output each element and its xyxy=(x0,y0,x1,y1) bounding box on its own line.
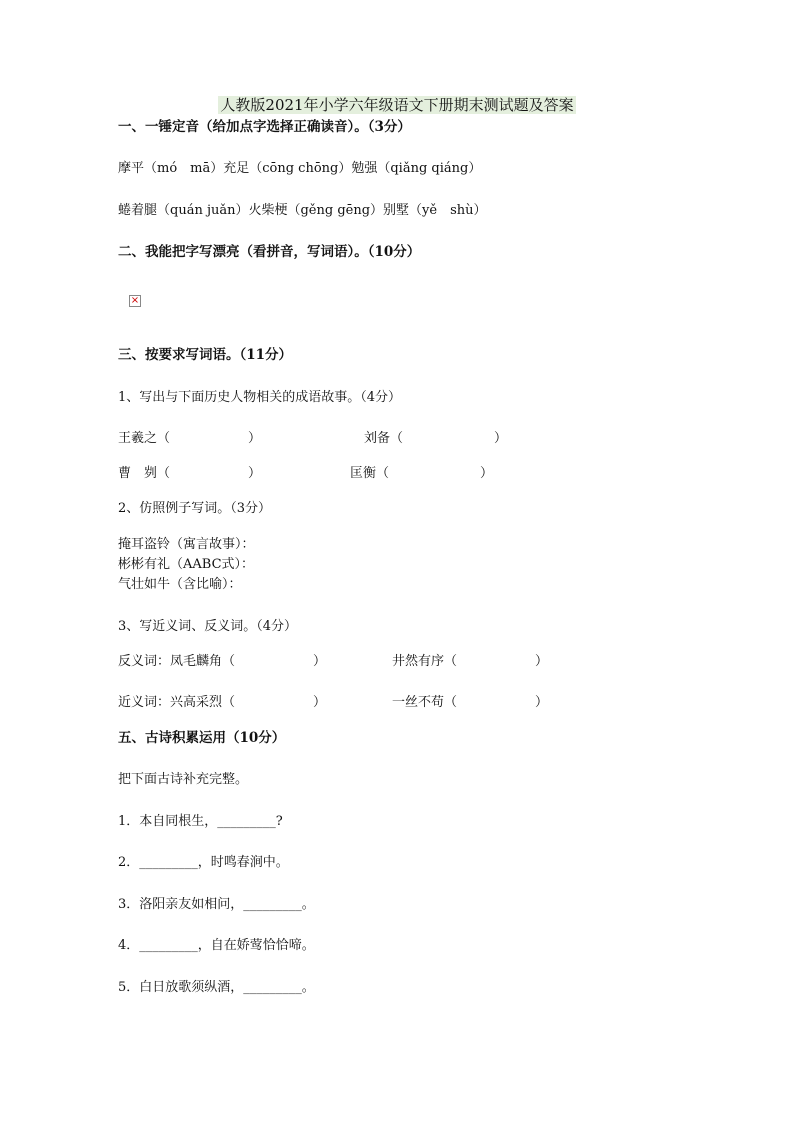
title-text: 人教版2021年小学六年级语文下册期末测试题及答案 xyxy=(220,96,574,114)
q2-line-1: 掩耳盗铃（寓言故事）： xyxy=(118,537,255,552)
q3-item-synonym: 近义词：兴高采烈（ ） xyxy=(118,695,327,710)
q1-item-caogui: 曹 刿（ ） xyxy=(118,466,262,481)
section3-q2: 2、仿照例子写词。（3分） xyxy=(118,501,272,516)
document-title xyxy=(0,95,794,115)
poem-item-4: 4．_________，自在娇莺恰恰啼。 xyxy=(118,938,315,953)
section1-line2: 蜷着腿（quán juǎn）火柴梗（gěng gēng）别墅（yě shù） xyxy=(118,203,487,218)
q3-item-antonym: 反义词：凤毛麟角（ ） xyxy=(118,654,327,669)
section1-heading: 一、一锤定音（给加点字选择正确读音）。（3分） xyxy=(118,119,411,135)
section3-q3: 3、写近义词、反义词。（4分） xyxy=(118,619,298,634)
section5-heading: 五、古诗积累运用（10分） xyxy=(118,730,286,746)
poem-item-2: 2．_________，时鸣春涧中。 xyxy=(118,855,289,870)
poem-item-5: 5．白日放歌须纵酒，_________。 xyxy=(118,980,315,995)
section3-heading: 三、按要求写词语。（11分） xyxy=(118,347,293,363)
broken-image-icon: × xyxy=(130,295,140,306)
q2-line-3: 气壮如牛（含比喻）： xyxy=(118,577,242,592)
section3-q1: 1、写出与下面历史人物相关的成语故事。（4分） xyxy=(118,390,402,405)
section1-line1: 摩平（mó mā）充足（cōng chōng）勉强（qiǎng qiáng） xyxy=(118,161,482,176)
section5-intro: 把下面古诗补充完整。 xyxy=(118,772,249,787)
poem-item-3: 3．洛阳亲友如相问，_________。 xyxy=(118,897,315,912)
q1-item-liubei: 刘备（ ） xyxy=(364,431,508,446)
poem-item-1: 1．本自同根生，_________? xyxy=(118,814,283,829)
q1-item-wangxizhi: 王羲之（ ） xyxy=(118,431,262,446)
section2-heading: 二、我能把字写漂亮（看拼音，写词语）。（10分） xyxy=(118,244,421,260)
q1-item-kuangheng: 匡衡（ ） xyxy=(350,466,494,481)
q3-item-jingran: 井然有序（ ） xyxy=(392,654,549,669)
q3-item-yisi: 一丝不苟（ ） xyxy=(392,695,549,710)
q2-line-2: 彬彬有礼（AABC式）： xyxy=(118,557,255,572)
